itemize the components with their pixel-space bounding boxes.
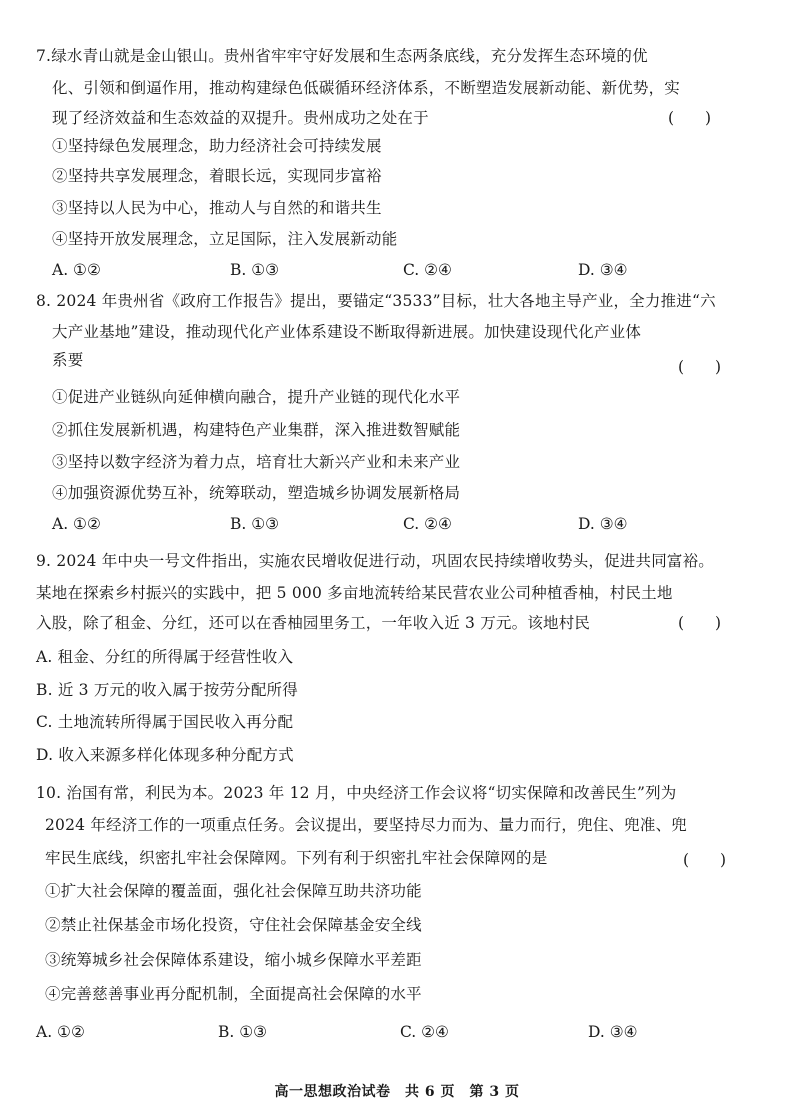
option-b: B. ①③ <box>230 261 280 279</box>
statement-2: ②坚持共享发展理念，着眼长远，实现同步富裕 <box>52 167 382 185</box>
question-9-stem-line-1: 9. 2024 年中央一号文件指出，实施农民增收促进行动，巩固农民持续增收势头，促进共同富裕。 <box>36 552 714 570</box>
option-b: B. ①③ <box>230 515 280 533</box>
statement-2: ②抓住发展新机遇，构建特色产业集群，深入推进数智赋能 <box>52 421 461 439</box>
option-a: A. ①② <box>36 1023 85 1041</box>
answer-bracket: ( ) <box>668 109 712 127</box>
option-a: A. ①② <box>52 261 101 279</box>
option-a: A. ①② <box>52 515 101 533</box>
answer-bracket: ( ) <box>678 614 722 632</box>
question-10-stem-line-2: 2024 年经济工作的一项重点任务。会议提出，要坚持尽力而为、量力而行，兜住、兜准、兜 <box>45 816 687 834</box>
statement-4: ④加强资源优势互补，统筹联动，塑造城乡协调发展新格局 <box>52 484 461 502</box>
option-d: D. ③④ <box>578 261 628 279</box>
choice-c: C. 土地流转所得属于国民收入再分配 <box>36 713 294 731</box>
question-7-stem-line-1: 7.绿水青山就是金山银山。贵州省牢牢守好发展和生态两条底线，充分发挥生态环境的优 <box>36 47 648 65</box>
choice-d: D. 收入来源多样化体现多种分配方式 <box>36 746 294 764</box>
question-7-stem-line-3: 现了经济效益和生态效益的双提升。贵州成功之处在于 <box>52 109 429 127</box>
choice-a: A. 租金、分红的所得属于经营性收入 <box>36 648 294 666</box>
question-9-stem-line-2: 某地在探索乡村振兴的实践中，把 5 000 多亩地流转给某民营农业公司种植香柚，村民土地 <box>36 584 673 602</box>
option-c: C. ②④ <box>403 515 452 533</box>
option-d: D. ③④ <box>578 515 628 533</box>
question-8-stem-line-3: 系要 <box>52 351 84 369</box>
statement-3: ③坚持以数字经济为着力点，培育壮大新兴产业和未来产业 <box>52 453 461 471</box>
statement-1: ①扩大社会保障的覆盖面，强化社会保障互助共济功能 <box>45 882 422 900</box>
statement-3: ③统筹城乡社会保障体系建设，缩小城乡保障水平差距 <box>45 951 422 969</box>
statement-1: ①促进产业链纵向延伸横向融合，提升产业链的现代化水平 <box>52 388 461 406</box>
answer-bracket: ( ) <box>678 358 722 376</box>
statement-3: ③坚持以人民为中心，推动人与自然的和谐共生 <box>52 199 382 217</box>
option-b: B. ①③ <box>218 1023 268 1041</box>
statement-2: ②禁止社保基金市场化投资，守住社会保障基金安全线 <box>45 916 422 934</box>
statement-4: ④坚持开放发展理念，立足国际，注入发展新动能 <box>52 230 398 248</box>
question-8-stem-line-2: 大产业基地”建设，推动现代化产业体系建设不断取得新进展。加快建设现代化产业体 <box>52 323 642 341</box>
answer-bracket: ( ) <box>683 851 727 869</box>
option-d: D. ③④ <box>588 1023 638 1041</box>
question-9-stem-line-3: 入股，除了租金、分红，还可以在香柚园里务工，一年收入近 3 万元。该地村民 <box>36 614 591 632</box>
page-footer: 高一思想政治试卷 共 6 页 第 3 页 <box>274 1084 520 1100</box>
statement-4: ④完善慈善事业再分配机制，全面提高社会保障的水平 <box>45 985 422 1003</box>
question-10-stem-line-1: 10. 治国有常，利民为本。2023 年 12 月，中央经济工作会议将“切实保障和改善民生”列为 <box>36 784 677 802</box>
option-c: C. ②④ <box>403 261 452 279</box>
option-c: C. ②④ <box>400 1023 449 1041</box>
question-7-stem-line-2: 化、引领和倒逼作用，推动构建绿色低碳循环经济体系，不断塑造发展新动能、新优势，实 <box>52 79 681 97</box>
choice-b: B. 近 3 万元的收入属于按劳分配所得 <box>36 681 298 699</box>
statement-1: ①坚持绿色发展理念，助力经济社会可持续发展 <box>52 137 382 155</box>
question-10-stem-line-3: 牢民生底线，织密扎牢社会保障网。下列有利于织密扎牢社会保障网的是 <box>45 849 548 867</box>
question-8-stem-line-1: 8. 2024 年贵州省《政府工作报告》提出，要锚定“3533”目标，壮大各地主导产业，全力推进“六 <box>36 292 716 310</box>
